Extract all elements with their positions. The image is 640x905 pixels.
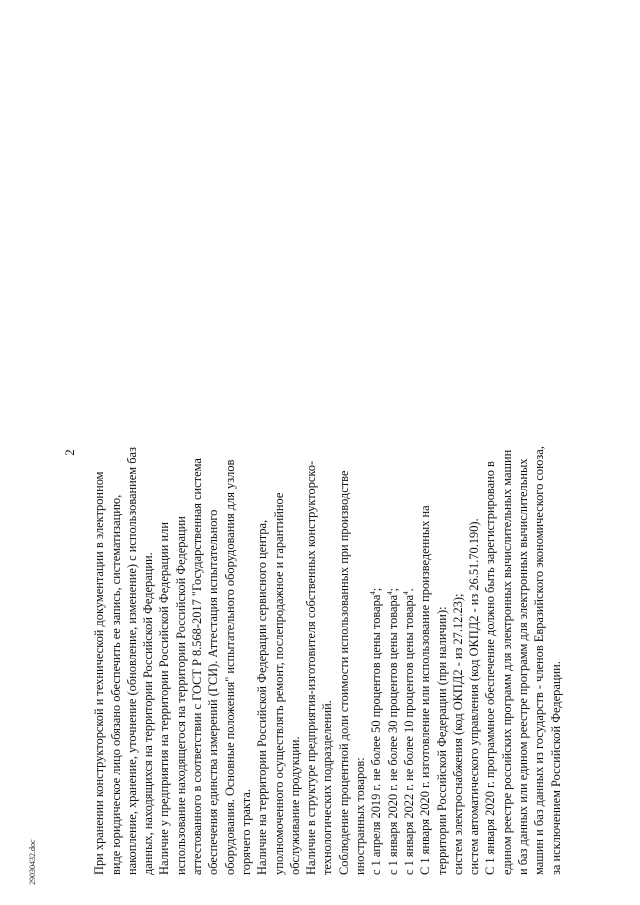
text-line: обслуживание продукции. <box>287 736 302 875</box>
text-line: оборудования. Основные положения" испытательного оборудования для узлов <box>222 459 237 875</box>
footnote-mark: 4 <box>401 591 410 595</box>
text-line: При хранении конструкторской и технической документации в электронном <box>92 471 107 875</box>
text-line: С 1 января 2020 г. программное обеспечение должно быть зарегистрировано в <box>483 461 498 875</box>
text-line: иностранных товаров: <box>353 757 368 875</box>
text-line: территории Российской Федерации (при наличии): <box>434 606 449 875</box>
text-line: использование находящегося на территории Российской Федерации <box>173 516 188 875</box>
text-line: Соблюдение процентной доли стоимости использованных при производстве <box>336 470 351 875</box>
text-line: С 1 января 2020 г. изготовление или использование произведенных на <box>418 505 433 875</box>
text-line: едином реестре российских программ для электронных вычислительных машин <box>499 449 514 875</box>
line-text: с 1 января 2022 г. не более 10 процентов цены товара <box>401 594 416 875</box>
document-file-id: 29030432.doc <box>28 839 37 885</box>
page-number: 2 <box>62 449 77 456</box>
line-text: с 1 апреля 2019 г. не более 50 процентов цены товара <box>369 594 384 875</box>
footnote-mark: 4 <box>369 591 378 595</box>
text-line: и баз данных или едином реестре программ для электронных вычислительных <box>516 458 531 875</box>
line-punct: . <box>401 588 416 592</box>
line-punct: ; <box>369 587 384 592</box>
text-line-with-footnote <box>368 30 384 875</box>
text-line: виде юридическое лицо обязано обеспечить ее запись, систематизацию, <box>108 494 123 875</box>
text-line: уполномоченного осуществлять ремонт, послепродажное и гарантийное <box>271 492 286 875</box>
text-line: аттестованного в соответствии с ГОСТ Р 8.568-2017 "Государственная система <box>190 458 205 875</box>
text-line: за исключением Российской Федерации. <box>548 661 563 875</box>
text-line: накопление, хранение, уточнение (обновление, изменение) с использованием баз <box>124 447 139 875</box>
text-line: технологических подразделений. <box>320 700 335 875</box>
document-body <box>60 30 600 875</box>
text-line: систем автоматического управления (код ОКПД2 - из 26.51.70.190). <box>467 518 482 875</box>
text-line: Наличие у предприятия на территории Российской Федерации или <box>157 522 172 875</box>
text-line-with-footnote <box>401 30 417 875</box>
text-line: данных, находящихся на территории Российской Федерации. <box>141 552 156 875</box>
text-line: Наличие на территории Российской Федерации сервисного центра, <box>255 519 270 875</box>
text-line-with-footnote <box>385 30 401 875</box>
text-line: горячего тракта. <box>238 789 253 875</box>
rotated-text-area <box>60 30 600 875</box>
text-line: машин и баз данных из государств - членов Евразийского экономического союза, <box>532 446 547 875</box>
text-line: Наличие в структуре предприятия-изготовителя собственных конструкторско- <box>304 460 319 875</box>
line-text: с 1 января 2020 г. не более 30 процентов цены товара <box>385 594 400 875</box>
text-line: обеспечения единства измерений (ГСИ). Аттестация испытательного <box>206 509 221 875</box>
line-punct: ; <box>385 587 400 592</box>
footnote-mark: 4 <box>385 591 394 595</box>
text-line: систем электроснабжения (код ОКПД2 - из 27.12.23); <box>450 593 465 875</box>
